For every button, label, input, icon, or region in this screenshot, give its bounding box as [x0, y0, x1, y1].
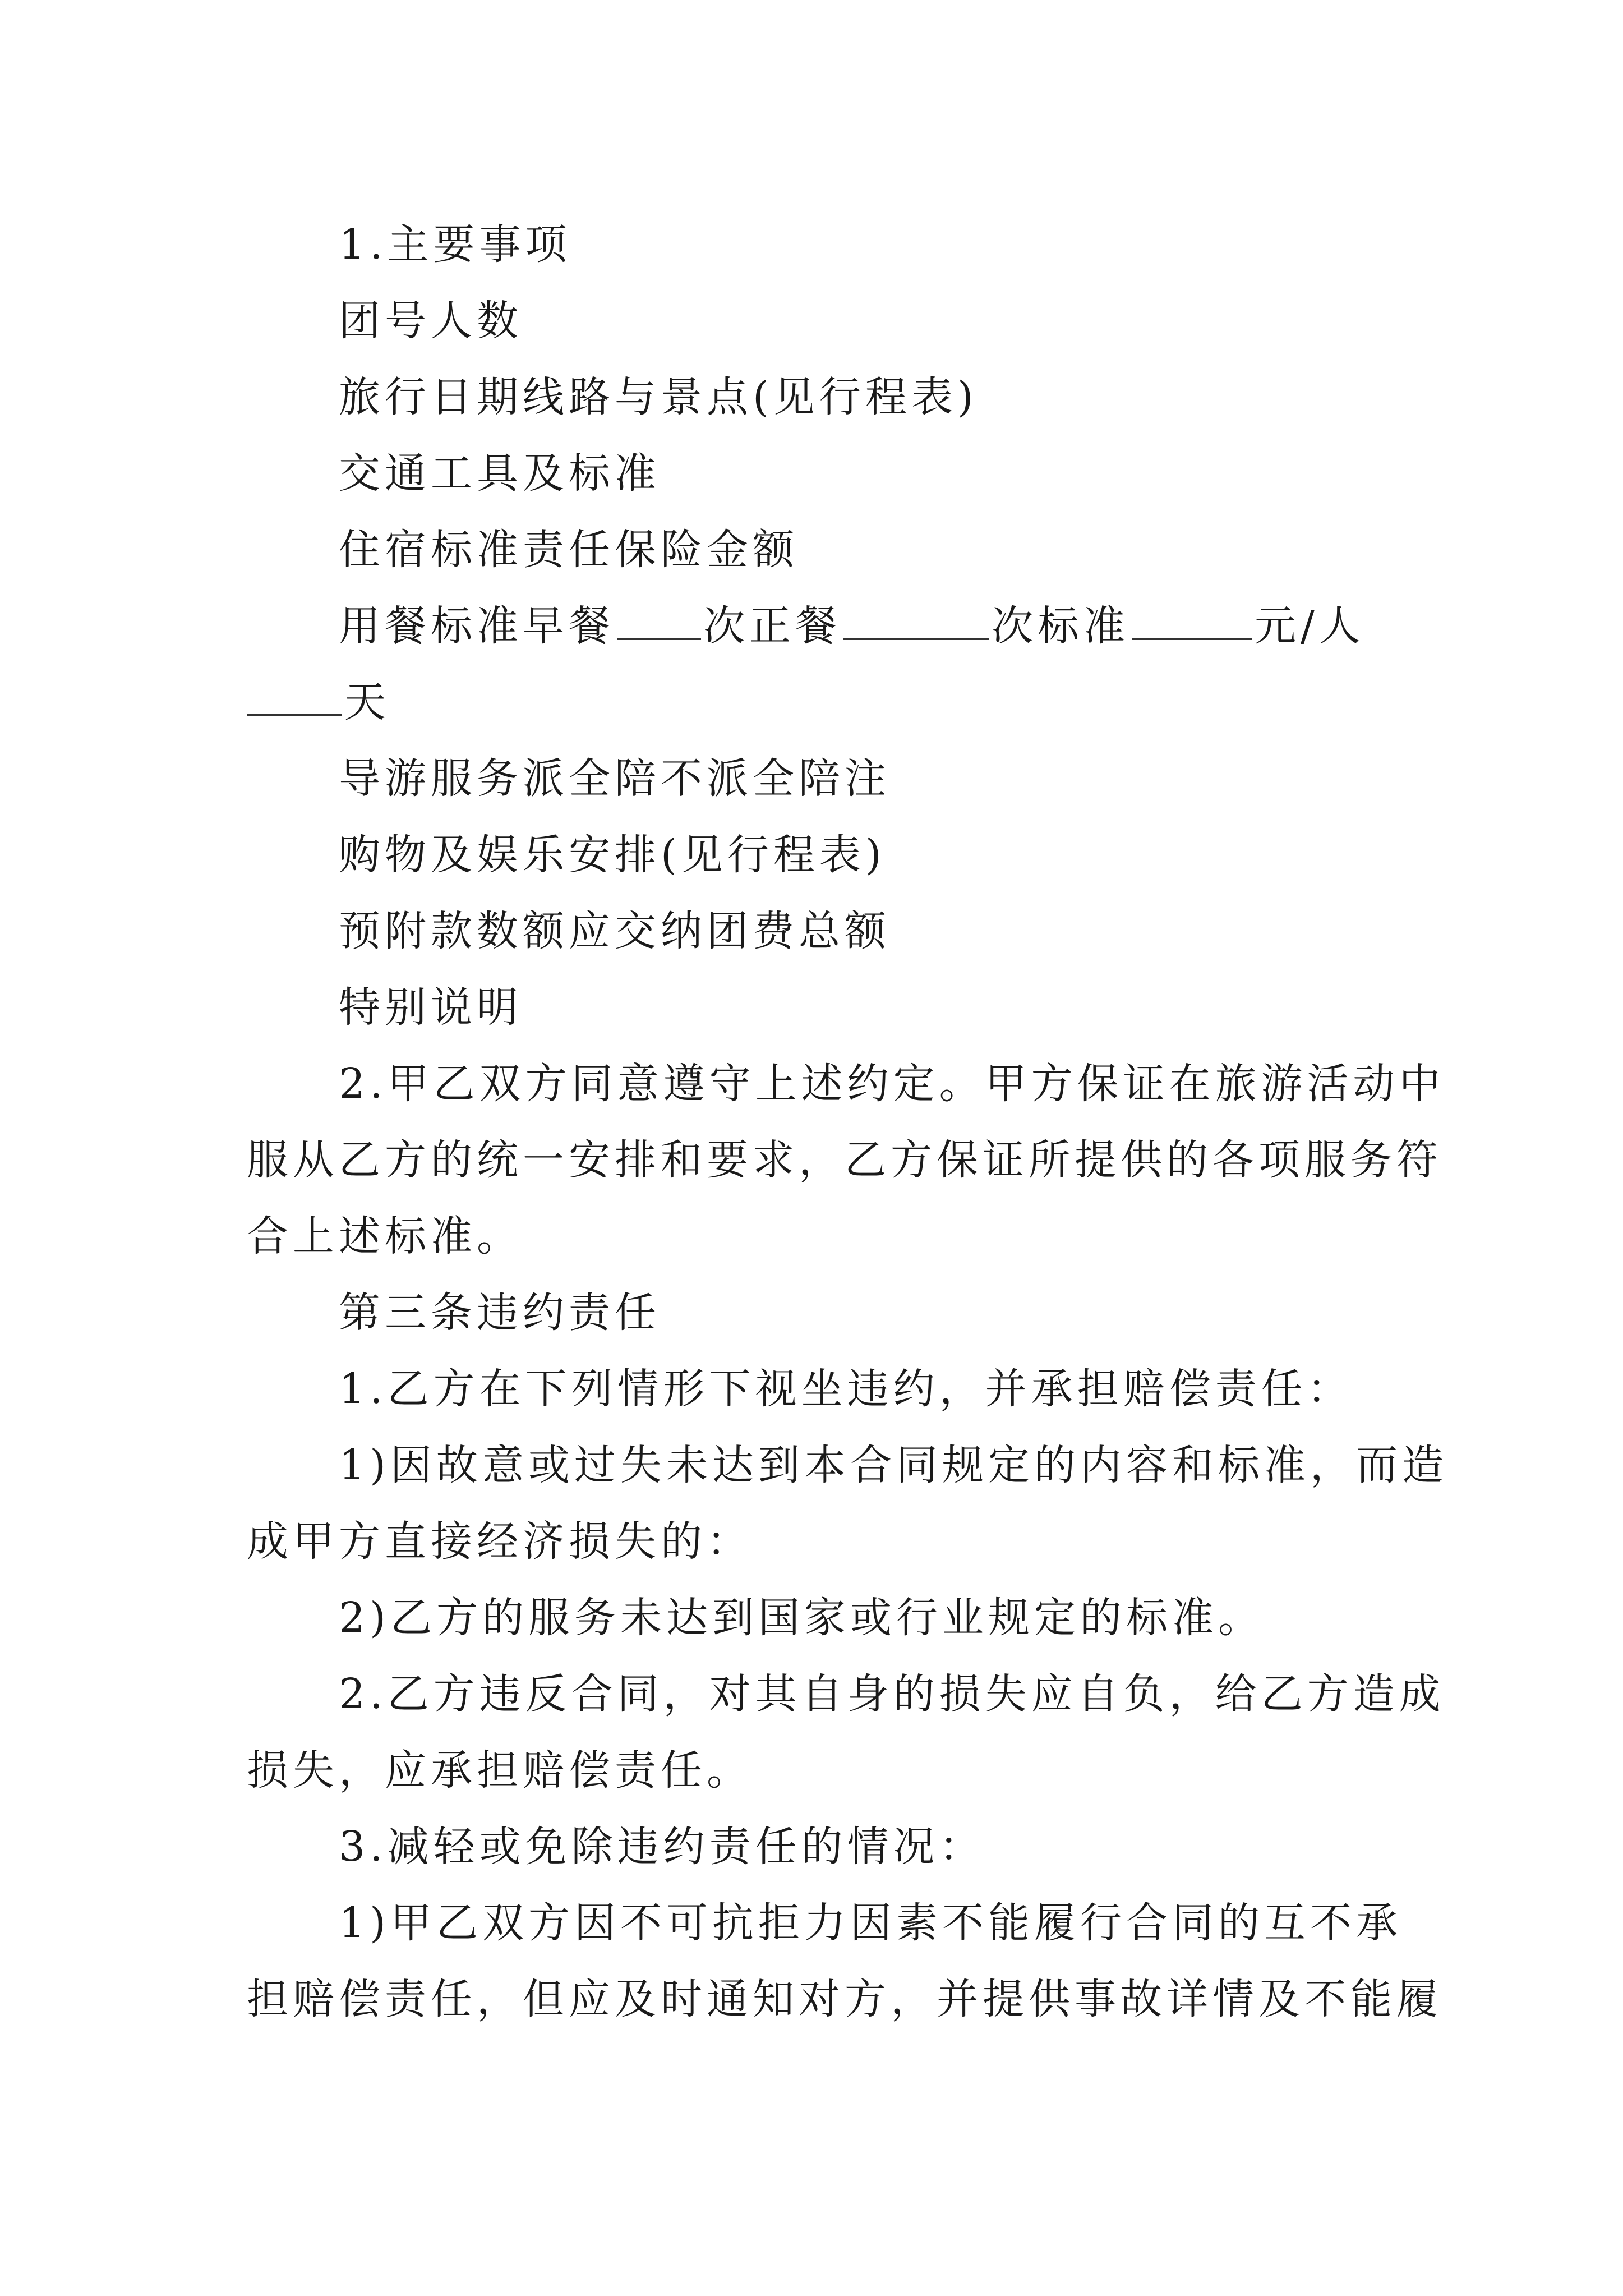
meals-label-breakfast: 用餐标准早餐 [339, 602, 615, 650]
field-prepayment: 预附款数额应交纳团费总额 [339, 907, 891, 955]
field-accommodation: 住宿标准责任保险金额 [339, 526, 799, 574]
paragraph-agreement-3: 合上述标准。 [247, 1212, 523, 1260]
meals-label-unit: 元/人 [1255, 602, 1365, 650]
field-guide-service: 导游服务派全陪不派全陪注 [339, 754, 891, 803]
clause-2b: 损失，应承担赔偿责任。 [247, 1746, 753, 1795]
clause-1-2: 2)乙方的服务未达到国家或行业规定的标准。 [339, 1594, 1264, 1642]
meals-label-standard: 次标准 [992, 602, 1129, 650]
meals-label-main: 次正餐 [703, 602, 841, 650]
field-travel-dates: 旅行日期线路与景点(见行程表) [339, 373, 978, 421]
field-transport: 交通工具及标准 [339, 449, 661, 498]
blank-days [247, 669, 342, 716]
item-main-matters: 1.主要事项 [339, 220, 571, 269]
blank-standard [1132, 593, 1252, 640]
document-body [247, 206, 1448, 2037]
field-shopping: 购物及娱乐安排(见行程表) [339, 831, 886, 879]
clause-2a: 2.乙方违反合同，对其自身的损失应自负，给乙方造成 [339, 1670, 1445, 1718]
article-three-heading: 第三条违约责任 [339, 1289, 661, 1337]
field-meals [247, 588, 1391, 664]
field-meals-days [247, 664, 1391, 740]
field-special-notes: 特别说明 [339, 983, 523, 1032]
paragraph-agreement-2: 服从乙方的统一安排和要求，乙方保证所提供的各项服务符 [247, 1136, 1442, 1184]
clause-3: 3.减轻或免除违约责任的情况： [339, 1823, 985, 1871]
blank-main-count [843, 593, 989, 640]
paragraph-agreement-1: 2.甲乙双方同意遵守上述约定。甲方保证在旅游活动中 [339, 1060, 1445, 1108]
clause-3-1a: 1)甲乙双方因不可抗拒力因素不能履行合同的互不承 [339, 1899, 1402, 1947]
meals-label-days: 天 [344, 678, 390, 726]
clause-1-1a: 1)因故意或过失未达到本合同规定的内容和标准，而造 [339, 1441, 1448, 1489]
clause-3-1b: 担赔偿责任，但应及时通知对方，并提供事故详情及不能履 [247, 1975, 1442, 2023]
clause-1: 1.乙方在下列情形下视坐违约，并承担赔偿责任： [339, 1365, 1353, 1413]
clause-1-1b: 成甲方直接经济损失的： [247, 1517, 753, 1566]
blank-breakfast-count [617, 593, 701, 640]
field-group-number: 团号人数 [339, 297, 523, 345]
